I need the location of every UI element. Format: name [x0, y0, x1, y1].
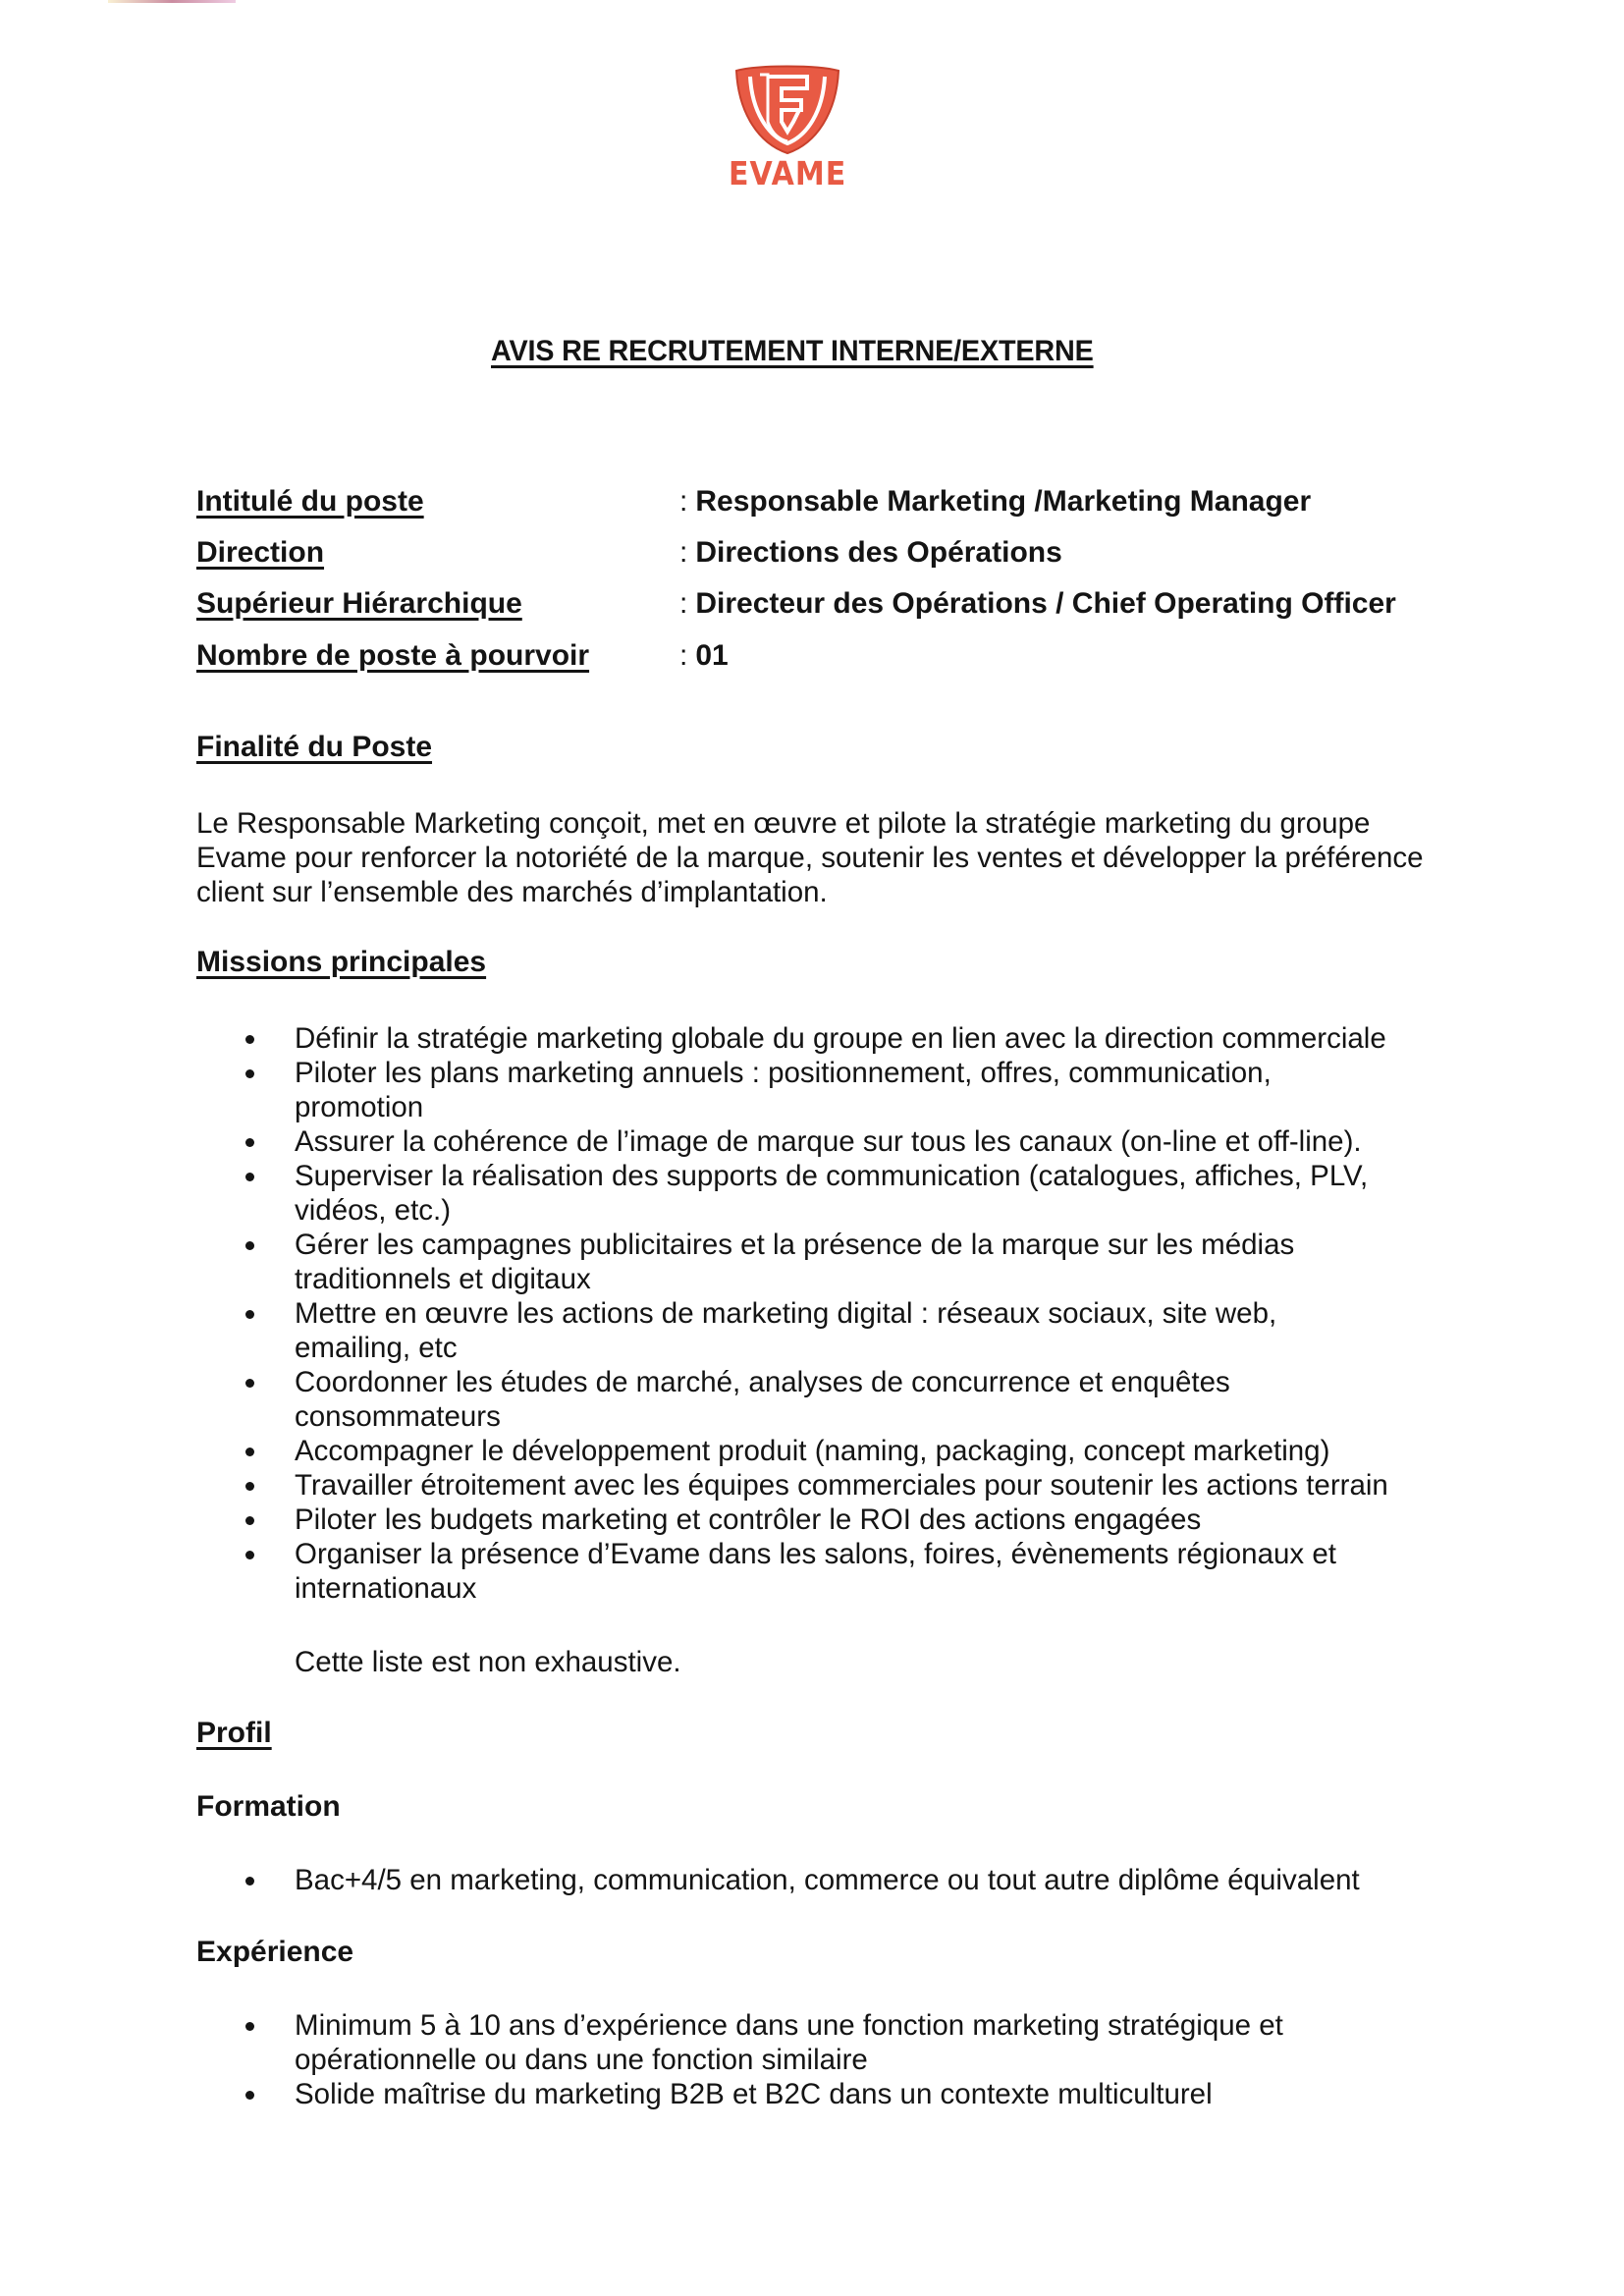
- finalite-heading: Finalité du Poste: [196, 731, 433, 763]
- list-item: Gérer les campagnes publicitaires et la présence de la marque sur les médias traditionnels et digitaux: [196, 1228, 1443, 1296]
- profil-heading: Profil: [196, 1717, 272, 1749]
- list-item: Minimum 5 à 10 ans d’expérience dans une fonction marketing stratégique et opérationnelle ou dans une fonction similaire: [196, 2008, 1443, 2077]
- bullet-icon: [245, 1482, 254, 1491]
- bullet-icon: [245, 1035, 254, 1044]
- evame-shield-icon: [729, 63, 846, 157]
- info-label: Direction: [196, 536, 325, 569]
- list-item: Organiser la présence d’Evame dans les salons, foires, évènements régionaux et internationaux: [196, 1537, 1443, 1606]
- bullet-icon: [245, 1551, 254, 1559]
- list-item: Mettre en œuvre les actions de marketing digital : réseaux sociaux, site web, emailing, etc: [196, 1296, 1443, 1365]
- list-item: Accompagner le développement produit (naming, packaging, concept marketing): [196, 1434, 1443, 1468]
- page-title: AVIS RE RECRUTEMENT INTERNE/EXTERNE: [491, 335, 1094, 367]
- info-value: : Responsable Marketing /Marketing Manager: [679, 485, 1312, 518]
- bullet-icon: [245, 1516, 254, 1525]
- list-item: Superviser la réalisation des supports de communication (catalogues, affiches, PLV, vidéos, etc.): [196, 1159, 1443, 1228]
- bullet-icon: [245, 1877, 254, 1886]
- info-value: : Directeur des Opérations / Chief Operating Officer: [679, 587, 1396, 620]
- missions-heading: Missions principales: [196, 946, 487, 978]
- info-value: : Directions des Opérations: [679, 536, 1062, 569]
- info-label: Nombre de poste à pourvoir: [196, 639, 590, 672]
- bullet-icon: [245, 2022, 254, 2031]
- bullet-icon: [245, 1241, 254, 1250]
- bullet-icon: [245, 1173, 254, 1181]
- formation-list: [196, 1863, 1443, 1897]
- bullet-icon: [245, 1138, 254, 1147]
- list-item: Assurer la cohérence de l’image de marque sur tous les canaux (on-line et off-line).: [196, 1124, 1443, 1159]
- info-label: Supérieur Hiérarchique: [196, 587, 522, 620]
- bullet-icon: [245, 1069, 254, 1078]
- missions-list: [196, 1021, 1443, 1606]
- bullet-icon: [245, 1379, 254, 1388]
- experience-list: [196, 2008, 1443, 2111]
- missions-note: Cette liste est non exhaustive.: [295, 1646, 681, 1678]
- scan-artifact: [108, 0, 236, 3]
- list-item: Bac+4/5 en marketing, communication, commerce ou tout autre diplôme équivalent: [196, 1863, 1443, 1897]
- list-item: Travailler étroitement avec les équipes commerciales pour soutenir les actions terrain: [196, 1468, 1443, 1503]
- formation-heading: Formation: [196, 1790, 341, 1823]
- info-label: Intitulé du poste: [196, 485, 424, 518]
- experience-heading: Expérience: [196, 1936, 354, 1968]
- bullet-icon: [245, 2091, 254, 2100]
- list-item: Piloter les plans marketing annuels : positionnement, offres, communication, promotion: [196, 1056, 1443, 1124]
- brand-name: EVAME: [729, 155, 847, 193]
- finalite-text: Le Responsable Marketing conçoit, met en œuvre et pilote la stratégie marketing du groupe Evame pour renforcer la notoriété de la marque, soutenir les ventes et développer la préférence client sur l’ensemble des marchés d’implantation.: [196, 807, 1424, 908]
- list-item: Solide maîtrise du marketing B2B et B2C dans un contexte multiculturel: [196, 2077, 1443, 2111]
- bullet-icon: [245, 1310, 254, 1319]
- list-item: Coordonner les études de marché, analyses de concurrence et enquêtes consommateurs: [196, 1365, 1443, 1434]
- list-item: Définir la stratégie marketing globale du groupe en lien avec la direction commerciale: [196, 1021, 1443, 1056]
- bullet-icon: [245, 1448, 254, 1456]
- evame-logo: [729, 63, 846, 194]
- list-item: Piloter les budgets marketing et contrôler le ROI des actions engagées: [196, 1503, 1443, 1537]
- info-value: : 01: [679, 639, 729, 672]
